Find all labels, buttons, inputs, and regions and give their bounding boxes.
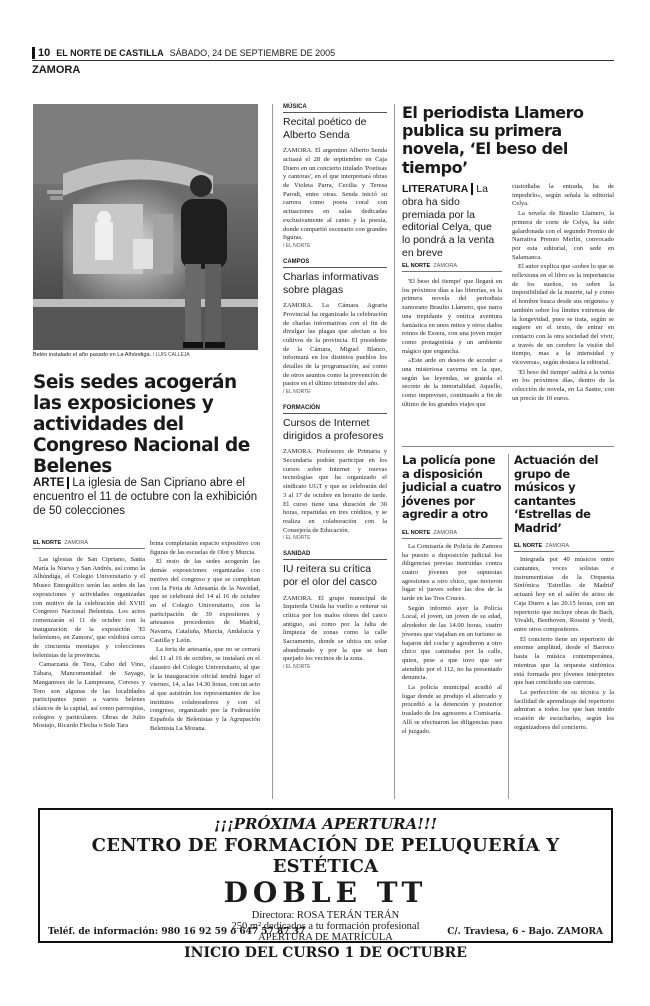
main-col2-para: El resto de las sedes acogerán las demás exposiciones organizadas con motivo del congreso y que se completan con la Feria de Artesanía de la Navidad, que se celebrará del 14 al 16 de octubre en el Colegio Universitario, con la participación de 39 expositores y artesanos procedentes de Madrid, Navarra, Cataluña, Murcia, Andalucía y Castilla y León.: [150, 558, 260, 644]
brief-text: ZAMORA. La Cámara Agraria Provincial ha organizado la celebración de charlas informativas con el fin de divulgar las plagas que afectan a los cultivos de la provincia. El presidente de la Cámara, Miguel Blanco, informará en los distintos pueblos los detalles de la programación, así como de otros asuntos como la prevención de pastos en el último trimestre del año.: [283, 302, 387, 388]
llamero-lede-text: La obra ha sido premiada por la editorial Celya, que lo pondrá a la venta en breve: [402, 183, 495, 259]
brief-item: [283, 259, 387, 395]
brief-sign: / EL NORTE: [283, 242, 311, 249]
ad-brand: DOBLE TT: [223, 876, 428, 909]
page-header: [32, 46, 612, 60]
column-divider: [272, 104, 273, 799]
brief-kicker: CAMPOS: [283, 259, 387, 268]
ad-director: Directora: ROSA TERÁN TERÁN: [251, 910, 400, 921]
concierto-byline-name: EL NORTE: [514, 543, 543, 550]
ad-opening-line: ¡¡¡PRÓXIMA APERTURA!!!: [213, 815, 438, 833]
policia-byline: [402, 530, 502, 539]
brief-sign: / EL NORTE: [283, 389, 311, 396]
llamero-col2-para: 'El beso del tiempo' saldrá a la venta en los próximos días, dentro de la colección de novela, en La Sastre, con un precio de 10 euros.: [512, 368, 614, 402]
main-lede: [33, 476, 261, 518]
ad-address: C/. Traviesa, 6 - Bajo. ZAMORA: [447, 927, 603, 937]
policia-byline-name: EL NORTE: [402, 529, 431, 536]
nativity-photo: [33, 104, 258, 350]
concierto-body: [514, 556, 614, 732]
brief-sign: / EL NORTE: [283, 535, 311, 542]
concierto-story: [514, 454, 614, 733]
concierto-para: La perfección de su técnica y la facilidad de aprendizaje del repertorio admiran a todos los que han tenido ocasión de escucharles, según los organizadores del concierto.: [514, 688, 614, 731]
main-body-col2: [150, 540, 260, 734]
ad-phone: Teléf. de información: 980 16 92 59 ó 647 57 87 37: [48, 927, 306, 937]
caption-text: Belén instalado el año pasado en La Alhóndiga.: [33, 352, 152, 358]
brief-kicker: MÚSICA: [283, 104, 387, 113]
llamero-body-col1: [402, 278, 502, 411]
brief-headline: Cursos de Internet dirigidos a profesores: [283, 417, 384, 442]
policia-headline: La policía pone a disposición judicial a cuatro jóvenes por agredir a otro: [402, 453, 502, 522]
column-divider: [508, 454, 509, 799]
brief-headline: Recital poético de Alberto Senda: [283, 116, 367, 141]
main-byline: [33, 540, 145, 549]
policia-para: Según informó ayer la Policía Local, el joven, un joven de su edad, alrededor de las 14.00 horas, cuatro jóvenes que viajaban en un turismo se bajaron del coche y agredieron a otro chico que caminaba por la calle, quien, pese a que tuvo que ser atendido por el 112, no ha presentado denuncia.: [402, 604, 502, 682]
policia-para: La Comisaría de Policía de Zamora ha puesto a disposición judicial los diligencias previas instruidas contra cuatro jóvenes por supuestas agresiones a otro chico, que tuvieron lugar el jueves sobre las dos de la tarde en las Tres Cruces.: [402, 542, 502, 603]
policia-body: [402, 543, 502, 736]
llamero-kicker: LITERATURA: [402, 183, 473, 195]
brief-item: [283, 104, 387, 249]
brief-kicker: FORMACIÓN: [283, 405, 387, 414]
main-col1-para: Las iglesias de San Cipriano, Santa María la Nueva y San Andrés, así como la Alhóndiga, el Colegio Universitario y el Museo Etnográfico serán las sedes de las exposiciones y actividades organizadas con motivo de la celebración del XVIII Congreso Nacional Belenista. Los actos comenzarán el 11 de octubre con la inauguración de la exposición 'El belenismo, en Zamora', que exhibirá cerca de cincuenta montajes y colecciones belenistas de la provincia.: [33, 556, 145, 659]
brief-text: ZAMORA. Profesores de Primaria y Secundaria podrán participar en los cursos sobre Internet y nuevas tecnologías que ha organizado el sindicato UGT y que se celebrarán del 3 al 17 de octubre en horario de tarde. El curso tiene una duración de 30 horas, repartidas en tres créditos, y se realiza en colaboración con la Consejería de Educación.: [283, 448, 387, 534]
concierto-headline: Actuación del grupo de músicos y cantantes ‘Estrellas de Madrid’: [514, 453, 599, 535]
caption-credit: / LUIS CALLEJA: [152, 352, 190, 358]
issue-date: SÁBADO, 24 DE SEPTIEMBRE DE 2005: [169, 48, 336, 58]
ad-area: 250 m² dedicados a tu formación profesional: [231, 921, 420, 932]
ad-footer: [48, 927, 603, 937]
main-col2-para: brina completarán espacio expositivo con figuras de las escuelas de Olot y Murcia.: [150, 540, 260, 556]
llamero-col2-para: custodiaba la entrada, ha de impedirlo», según señala la editorial Celya.: [512, 183, 614, 208]
llamero-lede: [402, 183, 502, 260]
page-number: 10: [32, 47, 50, 59]
llamero-byline: [402, 263, 502, 272]
section-title: ZAMORA: [32, 60, 614, 76]
main-col2-para: La feria de artesanía, que no se cerrará del 11 al 16 de octubre, se instalará en el claustro del Colegio Universitario, al que le la inauguración oficial tendrá lugar el viernes, 14, a las 14.30 horas, con un acto al que asistirán los representantes de los institutos colaboradores y con el congreso, organizado por la Federación Española de Belenistas y la Agrupación Belenista La Morana.: [150, 646, 260, 732]
brief-text: ZAMORA. El argentino Alberto Senda actuará el 28 de septiembre en Caja Duero en un concierto titulado 'Poetisas y cantoras', en el que interpretará obras de Violeta Parra, Cecilia y Teresa Parodi, entre otras. Senda inició su carrera como poeta coral con actuaciones en salas dedicadas exclusivamente al canto y la poesía, donde compartió escenario con grandes figuras.: [283, 147, 387, 242]
brief-headline: IU reitera su crítica por el olor del casco: [283, 563, 377, 588]
concierto-para: El concierto tiene un repertorio de enorme amplitud, desde el Barroco hasta la música contemporánea, mientras que la orquesta sinfónica está formada por jóvenes intérpretes que han concluido sus carreras.: [514, 635, 614, 687]
policia-byline-place: ZAMORA: [433, 529, 458, 536]
ad-course-start: INICIO DEL CURSO 1 DE OCTUBRE: [184, 945, 467, 961]
main-byline-place: ZAMORA: [64, 540, 89, 546]
llamero-col2-para: El autor explica que «sobre lo que se reflexiona en el libro es la importancia de los sueños, es sobre la imposibilidad de la muerte, tal y como el hombre busca desde sus orígenes» y también sobre los límites extremos de la longevidad, pues se trata, según se sugiere en el texto, de entrar en contacto con la otra sociedad del vivir, a través de un cerebro la visión del tiempo, mas a la intensidad y viceversa», según destaca la editorial.: [512, 263, 614, 367]
concierto-byline-place: ZAMORA: [545, 543, 570, 550]
nativity-scene-image: [33, 104, 258, 350]
main-col1-para: Camarzana de Tera, Cubo del Vino, Tábara, Mancomunidad de Sayago, Manganeses de la Lampreana, Coreses y Toro son algunas de las localidades participantes junto a varios belenes clásicos de la capital, así como parroquias, colegios y particulares. Obras de Julio Mostajo, Ricardo Flecha o Sole Tara: [33, 661, 145, 730]
brief-item: [283, 551, 387, 670]
brief-item: [283, 405, 387, 541]
main-lede-text: La iglesia de San Cipriano abre el encuentro el 11 de octubre con la exhibición de 50 colecciones: [33, 477, 258, 518]
llamero-headline: El periodista Llamero publica su primera novela, ‘El beso del tiempo’: [402, 103, 584, 177]
brief-headline: Charlas informativas sobre plagas: [283, 270, 379, 296]
policia-para: La policía municipal acudió al lugar donde se produjo el altercado y procedió a la detención y posterior traslado de los agresores a Comisaría. Allí se efectuaron las diligencias para el juzgado.: [402, 684, 502, 735]
briefs-column: [283, 104, 387, 670]
publication-name: EL NORTE DE CASTILLA: [56, 48, 164, 58]
llamero-col1-para: «Este arde en deseos de acceder a una misteriosa caverna en la que, según las leyendas, se guarda el secreto de la inmortalidad. Aquello, como imprevisto, continuado a fin de último de los grandes viajes que: [402, 357, 502, 408]
main-kicker: ARTE: [33, 477, 69, 489]
brief-kicker: SANIDAD: [283, 551, 387, 560]
concierto-para: Integrada por 40 músicos entre cantantes, voces solistas e instrumentistas de la Orquesta Sinfónica 'Estrellas de Madrid' actuará hoy en el salón de actos de Caja Duero a las 20.15 horas, con un repertorio que incluye obras de Bach, Vivaldi, Beethoven, Rossini y Verdi, entre otros compositores.: [514, 556, 614, 633]
advertisement: [38, 808, 613, 961]
ad-center-name: CENTRO DE FORMACIÓN DE PELUQUERÍA Y ESTÉTICA: [91, 835, 560, 877]
policia-story: [402, 454, 502, 737]
column-divider: [394, 104, 395, 799]
photo-caption: [33, 352, 258, 358]
brief-text: ZAMORA. El grupo municipal de Izquierda Unida ha vuelto a reiterar su crítica por los malos olores del casco antiguo, así como por la falta de limpieza de zonas como la calle Sacramento, donde se ubica un solar abandonado y por la que se han quejado los vecinos de la zona.: [283, 594, 387, 663]
llamero-col1-para: 'El beso del tiempo' que llegará en los próximos días a las librerías, es la primera novela del periodista zamorano Braulio Llamero, que narra una trepidante y onírica aventura fantástica en unos mitos y otros dados reinos de Essera, con una joven mujer como protagonista y un ambiente mágico que engancha.: [402, 278, 502, 355]
ad-enrollment: APERTURA DE MATRÍCULA: [258, 932, 393, 943]
main-body-col1: [33, 556, 145, 732]
brief-sign: / EL NORTE: [283, 664, 311, 671]
llamero-byline-name: EL NORTE: [402, 263, 431, 269]
story-divider: [402, 446, 614, 447]
llamero-col2-para: La novela de Braulio Llamero, la primera de corte de Celya, ha sido galardonada con el segundo Premio de Narrativa Premio Merlín, convocado por esta editorial, con sede en Salamanca.: [512, 210, 614, 261]
main-headline: Seis sedes acogerán las exposiciones y actividades del Congreso Nacional de Belenes: [33, 372, 250, 478]
llamero-byline-place: ZAMORA: [433, 263, 458, 269]
llamero-body-col2: [512, 183, 614, 405]
concierto-byline: [514, 543, 614, 552]
main-byline-name: EL NORTE: [33, 540, 62, 546]
